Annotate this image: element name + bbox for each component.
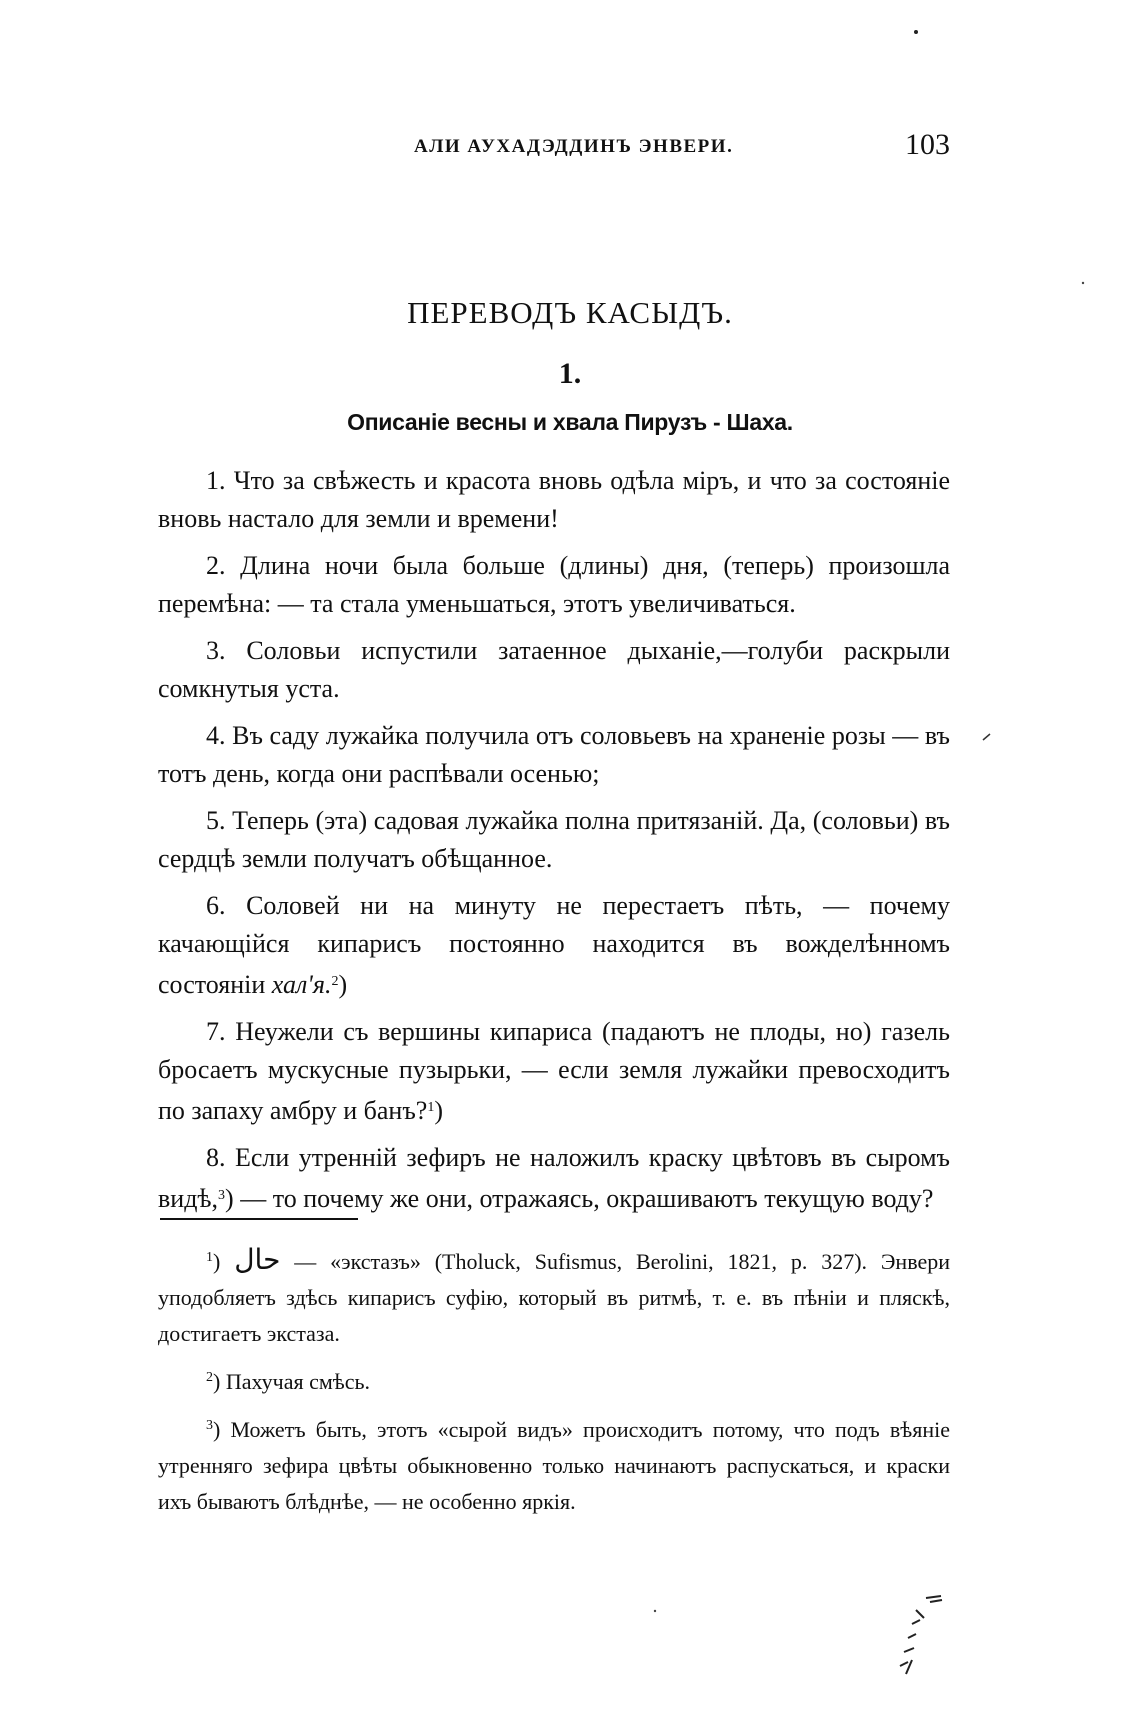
verse-text: 7. Неужели съ вершины кипариса (падаютъ не плоды, но) газель бросаетъ мускусные пузырьки, — если земля лужайки превосходитъ по запаху амбру и банъ?: [158, 1017, 950, 1125]
footnote-ref: 2: [331, 974, 339, 989]
footnote-marker: 2: [206, 1370, 213, 1385]
footnote-text: Пахучая смѣсь.: [220, 1369, 371, 1394]
verse-text: 6. Соловей ни на минуту не перестаетъ пѣть, — почему качающійся кипарисъ постоянно находится въ вожделѣнномъ состояніи: [158, 891, 950, 999]
verse-italic-term: хал'я.: [271, 970, 332, 999]
verse-tail: ) — то почему же они, отражаясь, окрашиваютъ текущую воду?: [225, 1184, 934, 1213]
verse-text: 4. Въ саду лужайка получила отъ соловьевъ на храненіе розы — въ тотъ день, когда они распѣвали осенью;: [158, 721, 950, 788]
verse-text: 3. Соловьи испустили затаенное дыханіе,—голуби раскрыли сомкнутыя уста.: [158, 636, 950, 703]
section-title: ПЕРЕВОДЪ КАСЫДЪ.: [407, 295, 733, 330]
footnote-marker: 3: [206, 1418, 213, 1433]
footnote-text: — «экстазъ» (Tholuck, Sufismus, Berolini, 1821, p. 327). Энвери уподобляетъ здѣсь кипарисъ суфію, который въ ритмѣ, т. е. въ пѣніи и пляскѣ, достигаетъ экстаза.: [158, 1249, 950, 1346]
verse-tail: ): [434, 1096, 443, 1125]
poem-number: 1.: [558, 357, 582, 390]
verse-text: 1. Что за свѣжесть и красота вновь одѣла міръ, и что за состояніе вновь настало для земли и времени!: [158, 466, 950, 533]
verse-tail: ): [338, 970, 348, 999]
verse-text: 2. Длина ночи была больше (длины) дня, (теперь) произошла перемѣна: — та стала уменьшаться, этотъ увеличиваться.: [158, 551, 950, 618]
footnote-ref: 1: [427, 1100, 435, 1115]
footnote-marker: 1: [206, 1250, 213, 1265]
page-number: 103: [905, 128, 950, 161]
footnote: $^2$) Пахучая смѣсь.: [206, 1369, 371, 1394]
footnote: $^1$) حال — «экстазъ» (Tholuck, Sufismus, Berolini, 1821, p. 327). Энвери уподобляетъ здѣсь кипарисъ суфію, который въ ритмѣ, т. е. въ пѣніи и пляскѣ, достигаетъ экстаза.: [158, 1243, 950, 1346]
running-title: АЛИ АУХАДЭДДИНЪ ЭНВЕРИ.: [414, 136, 734, 157]
footnote-text: Можетъ быть, этотъ «сырой видъ» происходитъ потому, что подъ вѣяніе утренняго зефира цвѣты обыкновенно только начинаютъ распускаться, и краски ихъ бываютъ блѣднѣе, — не особенно яркія.: [158, 1417, 950, 1514]
footnote: $^3$) Можетъ быть, этотъ «сырой видъ» происходитъ потому, что подъ вѣяніе утренняго зефира цвѣты обыкновенно только начинаютъ распускаться, и краски ихъ бываютъ блѣднѣе, — не особенно яркія.: [158, 1417, 950, 1514]
footnote-ref: 3: [218, 1188, 226, 1203]
verse-text: 5. Теперь (эта) садовая лужайка полна притязаній. Да, (соловьи) въ сердцѣ земли получатъ обѣщанное.: [158, 806, 950, 873]
verse-text: 8. Если утренній зефиръ не наложилъ краску цвѣтовъ въ сыромъ видѣ,: [158, 1143, 950, 1213]
margin-mark: [886, 1590, 946, 1680]
arabic-word: حال: [234, 1243, 281, 1276]
poem-subtitle: Описаніе весны и хвала Пирузъ - Шаха.: [347, 409, 793, 435]
